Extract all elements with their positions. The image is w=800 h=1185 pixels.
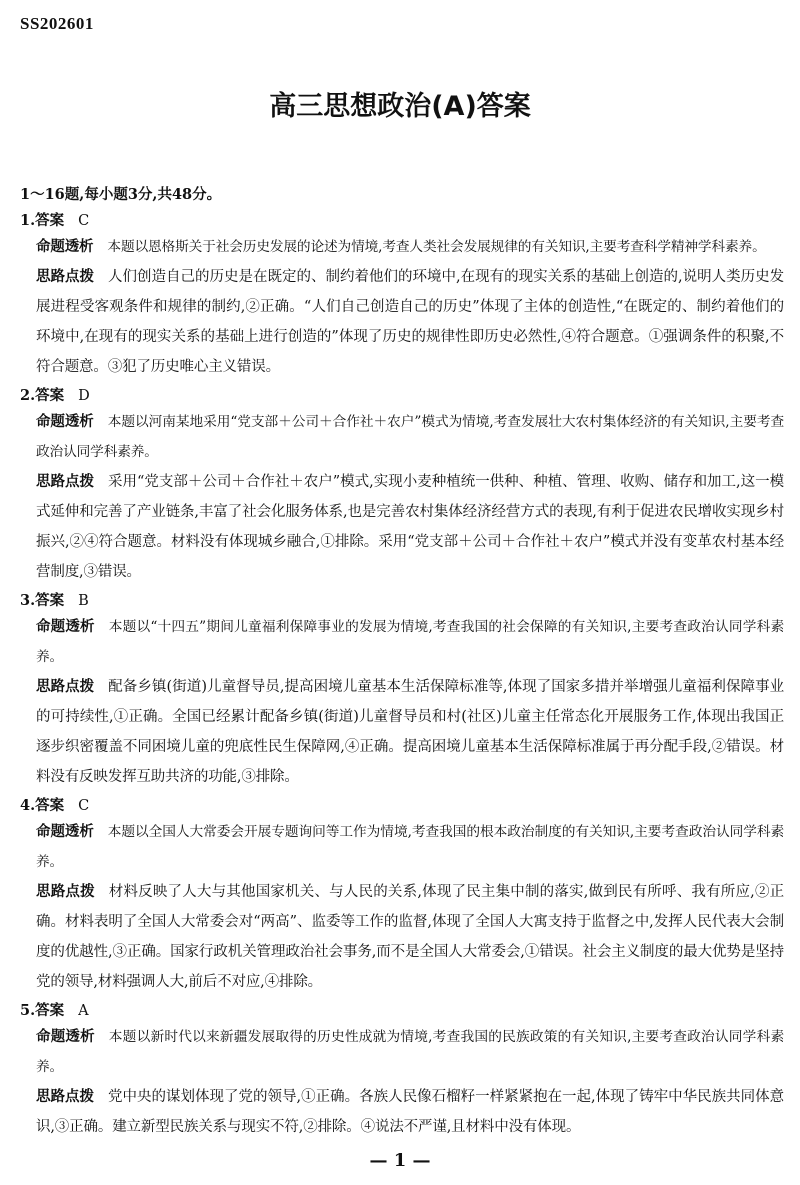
analysis-text: 本题以“十四五”期间儿童福利保障事业的发展为情境,考查我国的社会保障的有关知识,主要考查政治认同学科素养。 [36,619,784,665]
answer-label: 答案 [35,1002,65,1019]
hint-text: 配备乡镇(街道)儿童督导员,提高困境儿童基本生活保障标准等,体现了国家多措并举增强儿童福利保障事业的可持续性,①正确。全国已经累计配备乡镇(街道)儿童督导员和村(社区)儿童主任常态化开展服务工作,体现出我国正逐步织密覆盖不同困境儿童的兜底性民生保障网,④正确。提高困境儿童基本生活保障标准属于再分配手段,②错误。材料没有反映发挥互助共济的功能,③排除。 [36,679,784,785]
question-analysis [20,232,784,262]
question-header [20,1000,784,1022]
question-header [20,795,784,817]
hint-text: 材料反映了人大与其他国家机关、与人民的关系,体现了民主集中制的落实,做到民有所呼、我有所应,②正确。材料表明了全国人大常委会对“两高”、监委等工作的监督,体现了全国人大寓支持于监督之中,发挥人民代表大会制度的优越性,③正确。国家行政机关管理政治社会事务,而不是全国人大常委会,①错误。社会主义制度的最大优势是坚持党的领导,材料强调人大,前后不对应,④排除。 [36,884,785,990]
question-analysis [20,1022,784,1082]
analysis-text: 本题以恩格斯关于社会历史发展的论述为情境,考查人类社会发展规律的有关知识,主要考查科学精神学科素养。 [107,239,766,255]
hint-label: 思路点拨 [36,269,94,285]
question-list [20,210,784,1142]
question-number: 5. [20,1002,36,1019]
question-number: 3. [20,592,36,609]
hint-text: 采用“党支部＋公司＋合作社＋农户”模式,实现小麦种植统一供种、种植、管理、收购、储存和加工,这一模式延伸和完善了产业链条,丰富了社会化服务体系,也是完善农村集体经济经营方式的表现,有利于促进农民增收实现乡村振兴,②④符合题意。材料没有体现城乡融合,①排除。采用“党支部＋公司＋合作社＋农户”模式并没有变革农村基本经营制度,③错误。 [36,474,784,580]
question-analysis [20,407,784,467]
answer-label: 答案 [35,387,65,404]
solution-hint [20,877,784,997]
answer-label: 答案 [35,212,65,229]
section-intro: 1～16题,每小题3分,共48分。 [20,186,222,203]
hint-label: 思路点拨 [36,884,95,900]
answer-content [20,184,784,1142]
solution-hint [20,672,784,792]
analysis-text: 本题以新时代以来新疆发展取得的历史性成就为情境,考查我国的民族政策的有关知识,主要考查政治认同学科素养。 [36,1029,784,1075]
answer-value: B [78,593,89,609]
hint-label: 思路点拨 [36,474,94,490]
answer-value: C [78,798,90,814]
analysis-label: 命题透析 [36,414,94,430]
question-header [20,590,784,612]
question-item [20,795,784,997]
answer-label: 答案 [35,797,65,814]
hint-label: 思路点拨 [36,1089,94,1105]
answer-value: A [78,1003,89,1019]
question-analysis [20,817,784,877]
analysis-text: 本题以河南某地采用“党支部＋公司＋合作社＋农户”模式为情境,考查发展壮大农村集体经济的有关知识,主要考查政治认同学科素养。 [36,414,784,460]
analysis-label: 命题透析 [36,1029,95,1045]
hint-text: 人们创造自己的历史是在既定的、制约着他们的环境中,在现有的现实关系的基础上创造的,说明人类历史发展进程受客观条件和规律的制约,②正确。“人们自己创造自己的历史”体现了主体的创造性,“在既定的、制约着他们的环境中,在现有的现实关系的基础上进行创造的”体现了历史的规律性即历史必然性,④符合题意。①强调条件的积聚,不符合题意。③犯了历史唯心主义错误。 [36,269,784,375]
question-item [20,1000,784,1142]
question-item [20,590,784,792]
analysis-label: 命题透析 [36,824,94,840]
analysis-text: 本题以全国人大常委会开展专题询问等工作为情境,考查我国的根本政治制度的有关知识,主要考查政治认同学科素养。 [36,824,784,870]
answer-value: D [78,388,90,404]
question-number: 2. [20,387,36,404]
page-number: — 1 — [369,1150,431,1171]
question-analysis [20,612,784,672]
hint-label: 思路点拨 [36,679,95,695]
hint-text: 党中央的谋划体现了党的领导,①正确。各族人民像石榴籽一样紧紧抱在一起,体现了铸牢中华民族共同体意识,③正确。建立新型民族关系与现实不符,②排除。④说法不严谨,且材料中没有体现。 [36,1089,784,1135]
solution-hint [20,467,784,587]
question-header [20,210,784,232]
doc-code: SS202601 [20,14,94,33]
analysis-label: 命题透析 [36,239,94,255]
question-item [20,385,784,587]
question-item [20,210,784,382]
page-title: 高三思想政治(A)答案 [269,91,531,122]
solution-hint [20,262,784,382]
answer-label: 答案 [35,592,65,609]
question-header [20,385,784,407]
analysis-label: 命题透析 [36,619,95,635]
question-number: 1. [20,212,36,229]
question-number: 4. [20,797,36,814]
solution-hint [20,1082,784,1142]
answer-value: C [78,213,90,229]
